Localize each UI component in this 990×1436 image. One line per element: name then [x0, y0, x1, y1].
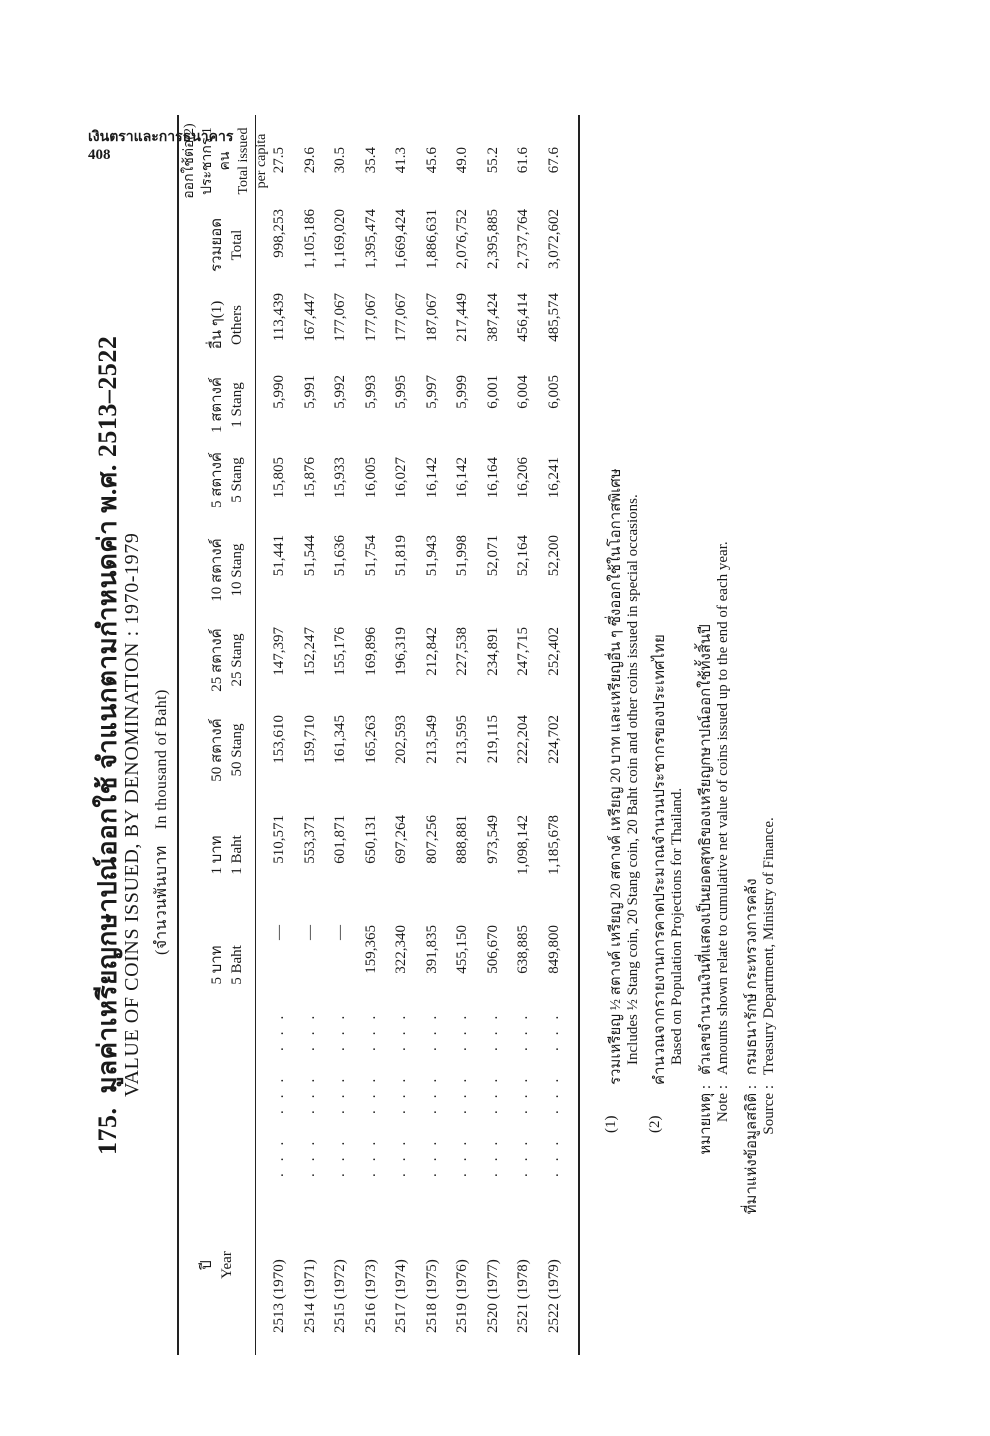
- value-cell-per-capita: 35.4: [362, 147, 379, 174]
- year-cell: 2516 (1973): [362, 1259, 379, 1333]
- value-cell-st1: 5,990: [271, 375, 287, 409]
- value-cell-per-capita: 45.6: [423, 147, 440, 174]
- table-top-rule: [177, 115, 179, 1355]
- value-cell-baht1: 1,185,678: [545, 815, 562, 875]
- value-cell-st1: 6,004: [515, 375, 531, 409]
- year-cell: 2520 (1977): [484, 1259, 501, 1333]
- value-cell-st1: 6,005: [545, 375, 562, 409]
- column-header-total: รวมยอด Total: [209, 218, 245, 272]
- value-cell-others: 387,424: [484, 293, 501, 342]
- value-cell-st5: 16,164: [484, 457, 501, 499]
- value-cell-st5: 16,027: [393, 457, 409, 499]
- table-number: 175.: [93, 1107, 122, 1155]
- value-cell-st10: 52,200: [545, 535, 562, 577]
- unit-thai: (จำนวนพันบาท: [153, 845, 170, 955]
- year-cell: 2515 (1972): [332, 1259, 348, 1333]
- value-cell-others: 113,439: [271, 293, 287, 342]
- table-title-english: VALUE OF COINS ISSUED, BY DENOMINATION : 1970-1979: [121, 532, 143, 1097]
- value-cell-others: 456,414: [515, 293, 531, 342]
- leader-dots: ... ... ...: [362, 1003, 379, 1177]
- value-cell-st50: 161,345: [332, 715, 348, 764]
- value-cell-st10: 52,071: [484, 535, 501, 577]
- value-cell-st25: 252,402: [545, 627, 562, 676]
- value-cell-st25: 227,538: [454, 627, 470, 676]
- column-header-others: อื่น ๆ(1) Others: [209, 300, 245, 350]
- source-english: Treasury Department, Ministry of Finance.: [761, 817, 777, 1075]
- table-title-th: มูลค่าเหรียญกษาปณ์ออกใช้ จำแนกตามกำหนดค่า พ.ศ. 2513–2522: [93, 335, 122, 1094]
- value-cell-per-capita: 29.6: [301, 147, 318, 174]
- remark-english: Amounts shown relate to cumulative net value of coins issued up to the end of each year.: [715, 541, 731, 1075]
- leader-dots: ... ... ...: [484, 1003, 501, 1177]
- table-header-rule: [255, 115, 256, 1355]
- leader-dots: ... ... ...: [423, 1003, 440, 1177]
- value-cell-baht1: 973,549: [484, 815, 501, 864]
- value-cell-st25: 212,842: [423, 627, 440, 676]
- value-cell-st50: 202,593: [393, 715, 409, 764]
- value-cell-st5: 16,241: [545, 457, 562, 499]
- value-cell-st10: 51,544: [301, 535, 318, 577]
- value-cell-total: 1,886,631: [423, 209, 440, 269]
- leader-dots: ... ... ...: [393, 1003, 409, 1177]
- leader-dots: ... ... ...: [271, 1003, 287, 1177]
- value-cell-baht1: 697,264: [393, 815, 409, 864]
- value-cell-st10: 51,819: [393, 535, 409, 577]
- value-cell-per-capita: 61.6: [515, 147, 531, 174]
- value-cell-total: 3,072,602: [545, 209, 562, 269]
- value-cell-baht1: 553,371: [301, 815, 318, 864]
- value-cell-st50: 153,610: [271, 715, 287, 764]
- value-cell-baht5: 159,365: [362, 925, 379, 974]
- remark-thai: ตัวเลขจำนวนเงินที่แสดงเป็นยอดสุทธิของเหรียญกษาปณ์ออกใช้ทั้งสิ้นปี: [698, 624, 714, 1075]
- unit-english: In thousand of Baht): [153, 689, 170, 830]
- value-cell-per-capita: 30.5: [332, 147, 348, 174]
- value-cell-st5: 16,206: [515, 457, 531, 499]
- table-row: [363, 115, 394, 1355]
- section-title: เงินตราและการธนาคาร: [88, 129, 234, 145]
- value-cell-per-capita: 67.6: [545, 147, 562, 174]
- leader-dots: ... ... ...: [454, 1003, 470, 1177]
- value-cell-others: 177,067: [362, 293, 379, 342]
- value-cell-per-capita: 55.2: [484, 147, 501, 174]
- value-cell-baht1: 601,871: [332, 815, 348, 864]
- value-cell-total: 2,737,764: [515, 209, 531, 269]
- remark-label-thai: หมายเหตุ :: [698, 1085, 714, 1155]
- value-cell-others: 217,449: [454, 293, 470, 342]
- value-cell-st5: 16,142: [454, 457, 470, 499]
- value-cell-st1: 6,001: [484, 375, 501, 409]
- table-row: [424, 115, 455, 1355]
- table-row: [546, 115, 577, 1355]
- value-cell-st1: 5,999: [454, 375, 470, 409]
- value-cell-baht5: 506,670: [484, 925, 501, 974]
- value-cell-total: 998,253: [271, 209, 287, 258]
- value-cell-baht5: —: [271, 925, 287, 940]
- value-cell-st25: 155,176: [332, 627, 348, 676]
- table-bottom-rule: [578, 115, 580, 1355]
- footnote-1-english: Includes ½ Stang coin, 20 Stang coin, 20 Baht coin and other coins issued in special occasions.: [625, 494, 641, 1065]
- value-cell-others: 177,067: [393, 293, 409, 342]
- value-cell-st50: 213,595: [454, 715, 470, 764]
- value-cell-st50: 224,702: [545, 715, 562, 764]
- value-cell-st5: 15,805: [271, 457, 287, 499]
- source-label-english: Source :: [761, 1085, 777, 1135]
- value-cell-st25: 147,397: [271, 627, 287, 676]
- value-cell-st5: 15,933: [332, 457, 348, 499]
- value-cell-st1: 5,993: [362, 375, 379, 409]
- column-header-10-stang: 10 สตางค์ 10 Stang: [209, 538, 245, 602]
- value-cell-st50: 159,710: [301, 715, 318, 764]
- value-cell-st10: 51,636: [332, 535, 348, 577]
- value-cell-baht1: 510,571: [271, 815, 287, 864]
- value-cell-total: 1,105,186: [301, 209, 318, 269]
- value-cell-st50: 165,263: [362, 715, 379, 764]
- value-cell-st1: 5,997: [423, 375, 440, 409]
- remark-label-english: Note :: [715, 1085, 731, 1123]
- table-row: [393, 115, 424, 1355]
- value-cell-baht5: 391,835: [423, 925, 440, 974]
- year-cell: 2519 (1976): [454, 1259, 470, 1333]
- page-number: 408: [88, 147, 111, 163]
- value-cell-st10: 51,441: [271, 535, 287, 577]
- column-header-5-stang: 5 สตางค์ 5 Stang: [209, 452, 245, 508]
- table-row: [271, 115, 302, 1355]
- value-cell-st25: 247,715: [515, 627, 531, 676]
- value-cell-st50: 219,115: [484, 715, 501, 764]
- value-cell-st10: 51,943: [423, 535, 440, 577]
- value-cell-st5: 16,005: [362, 457, 379, 499]
- column-header-5-baht: 5 บาท 5 Baht: [209, 945, 245, 985]
- source-label-thai: ที่มาแห่งข้อมูลสถิติ :: [744, 1085, 760, 1215]
- value-cell-baht5: —: [332, 925, 348, 940]
- value-cell-st25: 234,891: [484, 627, 501, 676]
- value-cell-per-capita: 49.0: [454, 147, 470, 174]
- value-cell-baht1: 650,131: [362, 815, 379, 864]
- table-row: [515, 115, 546, 1355]
- value-cell-st10: 51,998: [454, 535, 470, 577]
- value-cell-baht1: 888,881: [454, 815, 470, 864]
- value-cell-st5: 15,876: [301, 457, 318, 499]
- value-cell-total: 1,669,424: [393, 209, 409, 269]
- year-cell: 2518 (1975): [423, 1259, 440, 1333]
- value-cell-st5: 16,142: [423, 457, 440, 499]
- value-cell-st1: 5,995: [393, 375, 409, 409]
- column-header-per-capita: ออกใช้ต่อ(2) ประชากร 1 คน Total issued per capita: [182, 123, 269, 199]
- year-cell: 2522 (1979): [545, 1259, 562, 1333]
- value-cell-others: 177,067: [332, 293, 348, 342]
- column-header-1-baht: 1 บาท 1 Baht: [209, 835, 245, 875]
- rotated-table-page: [75, 115, 845, 1355]
- value-cell-baht5: 322,340: [393, 925, 409, 974]
- value-cell-others: 485,574: [545, 293, 562, 342]
- year-cell: 2514 (1971): [301, 1259, 318, 1333]
- table-row: [485, 115, 516, 1355]
- value-cell-others: 187,067: [423, 293, 440, 342]
- table-unit: [149, 689, 174, 955]
- value-cell-baht5: 455,150: [454, 925, 470, 974]
- value-cell-st10: 51,754: [362, 535, 379, 577]
- table-row: [302, 115, 333, 1355]
- value-cell-baht5: —: [301, 925, 318, 940]
- source-thai: กรมธนารักษ์ กระทรวงการคลัง: [744, 878, 760, 1075]
- value-cell-st1: 5,992: [332, 375, 348, 409]
- value-cell-total: 2,395,885: [484, 209, 501, 269]
- column-header-50-stang: 50 สตางค์ 50 Stang: [209, 718, 245, 782]
- value-cell-total: 2,076,752: [454, 209, 470, 269]
- leader-dots: ... ... ...: [545, 1003, 562, 1177]
- footnote-1-thai: รวมเหรียญ ½ สตางค์ เหรียญ 20 สตางค์ เหรียญ 20 บาท และเหรียญอื่น ๆ ซึ่งออกใช้ในโอกาสพิเศษ: [608, 468, 624, 1085]
- value-cell-st25: 196,319: [393, 627, 409, 676]
- leader-dots: ... ... ...: [515, 1003, 531, 1177]
- value-cell-baht1: 1,098,142: [515, 815, 531, 875]
- value-cell-st50: 222,204: [515, 715, 531, 764]
- footnote-2-english: Based on Population Projections for Thailand.: [669, 787, 685, 1065]
- year-cell: 2517 (1974): [393, 1259, 409, 1333]
- value-cell-per-capita: 41.3: [393, 147, 409, 174]
- value-cell-total: 1,169,020: [332, 209, 348, 269]
- column-header-year: ปี Year: [199, 1251, 235, 1279]
- leader-dots: ... ... ...: [301, 1003, 318, 1177]
- footnote-2-thai: คำนวณจากรายงานการคาดประมาณจำนวนประชากรของประเทศไทย: [652, 634, 668, 1085]
- value-cell-per-capita: 27.5: [271, 147, 287, 174]
- value-cell-st50: 213,549: [423, 715, 440, 764]
- value-cell-st25: 169,896: [362, 627, 379, 676]
- value-cell-baht1: 807,256: [423, 815, 440, 864]
- table-row: [454, 115, 485, 1355]
- value-cell-baht5: 849,800: [545, 925, 562, 974]
- value-cell-st1: 5,991: [301, 375, 318, 409]
- value-cell-st25: 152,247: [301, 627, 318, 676]
- year-cell: 2513 (1970): [271, 1259, 287, 1333]
- table-row: [332, 115, 363, 1355]
- footnote-marker-2: (2): [647, 1115, 663, 1133]
- value-cell-st10: 52,164: [515, 535, 531, 577]
- value-cell-baht5: 638,885: [515, 925, 531, 974]
- leader-dots: ... ... ...: [332, 1003, 348, 1177]
- value-cell-others: 167,447: [301, 293, 318, 342]
- column-header-25-stang: 25 สตางค์ 25 Stang: [209, 628, 245, 692]
- value-cell-total: 1,395,474: [362, 209, 379, 269]
- year-cell: 2521 (1978): [515, 1259, 531, 1333]
- column-header-1-stang: 1 สตางค์ 1 Stang: [209, 377, 245, 433]
- footnote-marker-1: (1): [603, 1115, 619, 1133]
